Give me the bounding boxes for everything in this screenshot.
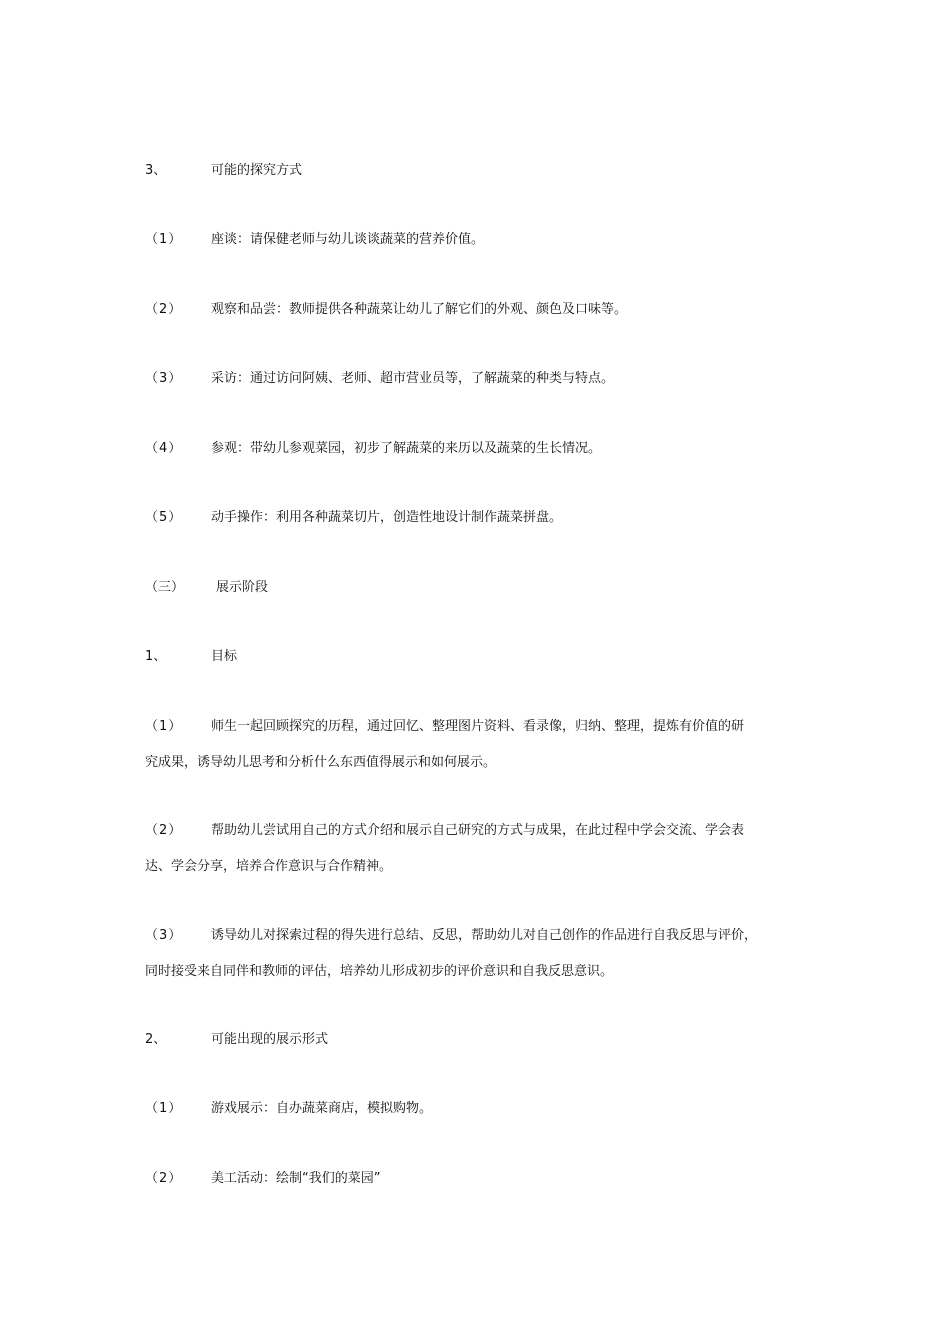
item-number: （3） (145, 928, 183, 943)
item-text: 师生一起回顾探究的历程，通过回忆、整理图片资料、看录像，归纳、整理，提炼有价值的研 (211, 719, 745, 734)
list-item (145, 1161, 810, 1197)
item-number: （3） (145, 371, 183, 386)
list-item (145, 431, 810, 467)
item-text: 游戏展示：自办蔬菜商店，模拟购物。 (211, 1101, 433, 1116)
item-number: 3、 (145, 163, 167, 178)
list-item (145, 709, 810, 781)
item-text: 诱导幼儿对探索过程的得失进行总结、反思，帮助幼儿对自己创作的作品进行自我反思与评价， (211, 928, 758, 943)
item-number: （2） (145, 823, 183, 838)
item-number: （1） (145, 1101, 183, 1116)
list-item (145, 222, 810, 258)
section-title: 展示阶段 (216, 580, 269, 595)
section-number: （三） (145, 580, 185, 595)
item-text: 帮助幼儿尝试用自己的方式介绍和展示自己研究的方式与成果，在此过程中学会交流、学会表 (211, 823, 745, 838)
item-number: （2） (145, 1171, 183, 1186)
heading-exploration-methods (145, 153, 810, 189)
item-text-continued: 究成果，诱导幼儿思考和分析什么东西值得展示和如何展示。 (145, 755, 497, 770)
item-text: 观察和品尝：教师提供各种蔬菜让幼儿了解它们的外观、颜色及口味等。 (211, 302, 628, 317)
item-number: （1） (145, 232, 183, 247)
list-item (145, 1091, 810, 1127)
heading-goals (145, 639, 810, 675)
item-text-continued: 同时接受来自同伴和教师的评估，培养幼儿形成初步的评价意识和自我反思意识。 (145, 964, 614, 979)
item-text: 可能出现的展示形式 (211, 1032, 329, 1047)
item-text: 目标 (211, 649, 238, 664)
item-text: 美工活动：绘制“我们的菜园” (211, 1171, 381, 1186)
item-number: （1） (145, 719, 183, 734)
item-text-continued: 达、学会分享，培养合作意识与合作精神。 (145, 859, 393, 874)
section-heading-display-stage (145, 570, 810, 606)
list-item (145, 813, 810, 885)
item-number: （4） (145, 441, 183, 456)
heading-display-forms (145, 1022, 810, 1058)
item-text: 可能的探究方式 (211, 163, 303, 178)
item-number: （5） (145, 510, 183, 525)
item-text: 参观：带幼儿参观菜园，初步了解蔬菜的来历以及蔬菜的生长情况。 (211, 441, 602, 456)
item-number: 2、 (145, 1032, 167, 1047)
item-text: 动手操作：利用各种蔬菜切片，创造性地设计制作蔬菜拼盘。 (211, 510, 563, 525)
list-item (145, 918, 810, 990)
list-item (145, 292, 810, 328)
item-text: 采访：通过访问阿姨、老师、超市营业员等，了解蔬菜的种类与特点。 (211, 371, 615, 386)
item-number: 1、 (145, 649, 167, 664)
list-item (145, 361, 810, 397)
item-text: 座谈：请保健老师与幼儿谈谈蔬菜的营养价值。 (211, 232, 485, 247)
item-number: （2） (145, 302, 183, 317)
list-item (145, 500, 810, 536)
